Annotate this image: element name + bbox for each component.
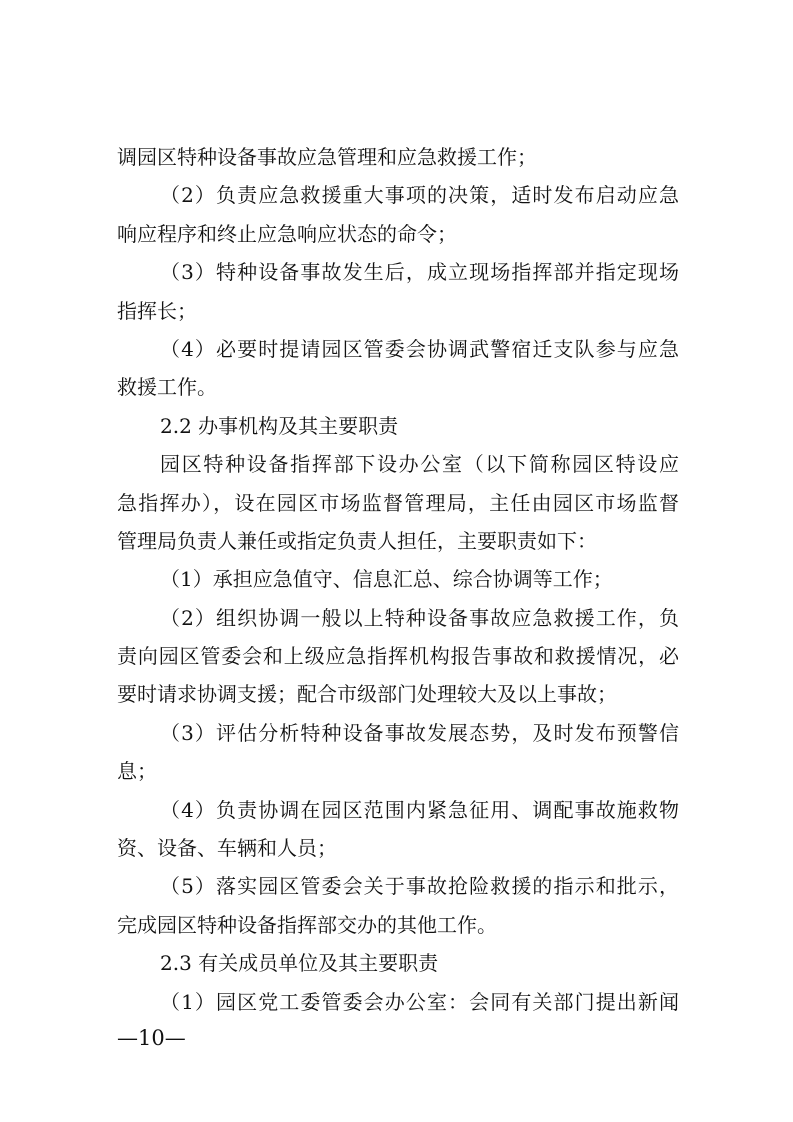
text-line: 资、设备、车辆和人员； <box>117 836 337 861</box>
text-line: 响应程序和终止应急响应状态的命令； <box>117 221 457 246</box>
text-line: 责向园区管委会和上级应急指挥机构报告事故和救援情况，必 <box>117 644 679 669</box>
text-line: 指挥长； <box>117 298 197 323</box>
text-line: 息； <box>117 759 157 784</box>
text-line: 园区特种设备指挥部下设办公室（以下简称园区特设应 <box>160 452 679 477</box>
body-text <box>117 138 679 1021</box>
text-line: （2）组织协调一般以上特种设备事故应急救援工作，负 <box>160 605 679 630</box>
text-line: （3）评估分析特种设备事故发展态势，及时发布预警信 <box>160 720 679 745</box>
section-heading: 2.3 有关成员单位及其主要职责 <box>160 951 439 976</box>
text-line: 调园区特种设备事故应急管理和应急救援工作； <box>117 145 537 169</box>
text-line: （3）特种设备事故发生后，成立现场指挥部并指定现场 <box>160 260 679 285</box>
text-line: （4）必要时提请园区管委会协调武警宿迁支队参与应急 <box>160 336 679 361</box>
text-line: （5）落实园区管委会关于事故抢险救援的指示和批示， <box>160 874 679 899</box>
section-heading: 2.2 办事机构及其主要职责 <box>160 413 399 438</box>
text-line: 管理局负责人兼任或指定负责人担任，主要职责如下： <box>117 528 597 553</box>
text-line: 急指挥办），设在园区市场监督管理局，主任由园区市场监督 <box>117 490 679 515</box>
text-line: （1）承担应急值守、信息汇总、综合协调等工作； <box>160 567 613 592</box>
text-line: 要时请求协调支援；配合市级部门处理较大及以上事故； <box>117 682 617 707</box>
page-number: —10— <box>117 1026 186 1050</box>
text-line: 救援工作。 <box>117 375 217 400</box>
text-line: （1）园区党工委管委会办公室：会同有关部门提出新闻 <box>160 989 679 1014</box>
text-line: （4）负责协调在园区范围内紧急征用、调配事故施救物 <box>160 797 679 822</box>
text-line: 完成园区特种设备指挥部交办的其他工作。 <box>117 912 497 937</box>
text-line: （2）负责应急救援重大事项的决策，适时发布启动应急 <box>160 183 679 208</box>
